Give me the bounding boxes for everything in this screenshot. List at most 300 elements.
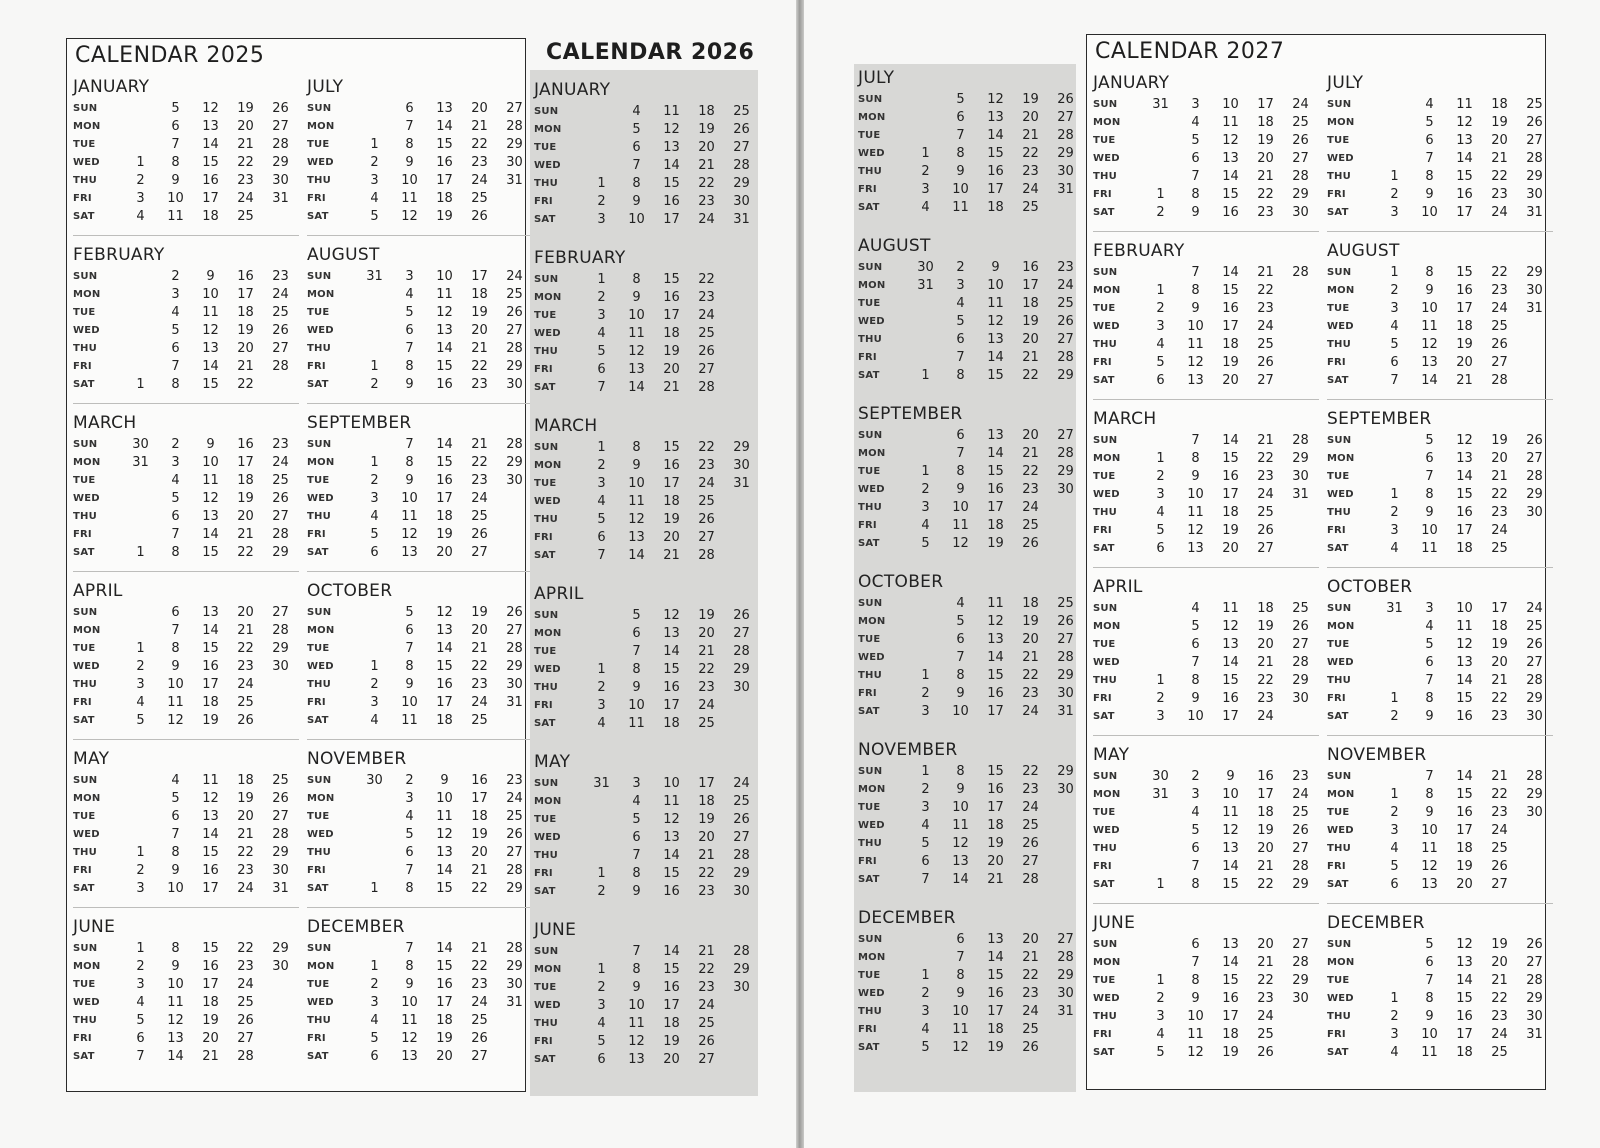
month-december xyxy=(858,908,1084,1066)
week-row xyxy=(1093,131,1319,149)
date-cell: 29 xyxy=(733,661,750,677)
week-row xyxy=(73,639,299,657)
week-row xyxy=(1327,431,1553,449)
date-cell: 12 xyxy=(987,613,1004,629)
date-cell: 17 xyxy=(1456,822,1473,838)
date-cell: 28 xyxy=(733,847,750,863)
month-november xyxy=(858,740,1084,898)
date-cell: 25 xyxy=(471,508,488,524)
day-name: SAT xyxy=(1327,879,1349,891)
date-cell: 26 xyxy=(1526,936,1543,952)
date-cell: 16 xyxy=(436,154,453,170)
date-cell: 17 xyxy=(1456,300,1473,316)
date-cell: 1 xyxy=(1390,264,1399,280)
date-cell: 3 xyxy=(1390,300,1399,316)
date-cell: 10 xyxy=(436,268,453,284)
date-cell: 26 xyxy=(506,304,523,320)
date-cell: 14 xyxy=(663,847,680,863)
date-cell: 4 xyxy=(405,808,414,824)
date-cell: 5 xyxy=(370,1031,379,1047)
date-cell: 25 xyxy=(1491,1045,1508,1061)
date-cell: 21 xyxy=(1491,468,1508,484)
date-cell: 2 xyxy=(1156,990,1165,1006)
date-cell: 15 xyxy=(202,940,219,956)
week-row xyxy=(1327,540,1553,558)
week-row xyxy=(307,489,533,507)
week-row xyxy=(307,712,533,730)
date-cell: 27 xyxy=(1292,840,1309,856)
day-name: FRI xyxy=(534,700,553,712)
date-cell: 18 xyxy=(1456,840,1473,856)
date-cell: 2 xyxy=(1390,187,1399,203)
date-cell: 28 xyxy=(733,157,750,173)
month-name: DECEMBER xyxy=(1327,913,1425,933)
date-cell: 27 xyxy=(1022,854,1039,870)
date-cell: 22 xyxy=(698,661,715,677)
week-row xyxy=(1327,803,1553,821)
week-row xyxy=(73,357,299,375)
date-cell: 14 xyxy=(202,622,219,638)
week-row xyxy=(1093,989,1319,1007)
date-cell: 1 xyxy=(1156,877,1165,893)
month-name: OCTOBER xyxy=(307,581,393,601)
date-cell: 16 xyxy=(202,172,219,188)
date-cell: 27 xyxy=(1526,450,1543,466)
date-cell: 8 xyxy=(956,368,965,384)
date-cell: 26 xyxy=(698,1034,715,1050)
date-cell: 23 xyxy=(471,154,488,170)
month-october xyxy=(858,572,1084,730)
date-cell: 2 xyxy=(405,772,414,788)
date-cell: 7 xyxy=(405,118,414,134)
date-cell: 11 xyxy=(1421,541,1438,557)
date-cell: 26 xyxy=(1292,822,1309,838)
date-cell: 9 xyxy=(956,781,965,797)
day-name: TUE xyxy=(73,978,96,990)
week-row xyxy=(307,153,533,171)
date-cell: 26 xyxy=(272,790,289,806)
date-cell: 4 xyxy=(370,508,379,524)
date-cell: 30 xyxy=(1057,985,1074,1001)
date-cell: 5 xyxy=(632,811,641,827)
date-cell: 24 xyxy=(1257,709,1274,725)
date-cell: 16 xyxy=(471,772,488,788)
date-cell: 7 xyxy=(956,949,965,965)
week-row xyxy=(858,1039,1084,1057)
date-cell: 30 xyxy=(1057,686,1074,702)
month-name: APRIL xyxy=(1093,577,1143,597)
date-cell: 16 xyxy=(1456,804,1473,820)
date-cell: 8 xyxy=(1425,691,1434,707)
date-cell: 4 xyxy=(956,295,965,311)
date-cell: 27 xyxy=(1257,373,1274,389)
date-cell: 31 xyxy=(272,881,289,897)
week-row xyxy=(73,603,299,621)
date-cell: 9 xyxy=(405,472,414,488)
date-cell: 4 xyxy=(632,793,641,809)
date-cell: 26 xyxy=(1491,859,1508,875)
day-name: TUE xyxy=(307,306,330,318)
date-cell: 3 xyxy=(171,286,180,302)
date-cell: 15 xyxy=(1222,877,1239,893)
date-cell: 24 xyxy=(471,994,488,1010)
day-name: MON xyxy=(858,783,886,795)
date-cell: 10 xyxy=(167,676,184,692)
date-cell: 3 xyxy=(597,475,606,491)
date-cell: 24 xyxy=(698,212,715,228)
date-cell: 11 xyxy=(628,493,645,509)
date-cell: 10 xyxy=(401,695,418,711)
date-cell: 10 xyxy=(952,182,969,198)
date-cell: 24 xyxy=(1292,786,1309,802)
date-cell: 27 xyxy=(506,622,523,638)
date-cell: 4 xyxy=(1390,318,1399,334)
week-row xyxy=(1327,617,1553,635)
day-name: THU xyxy=(307,342,331,354)
day-name: SAT xyxy=(307,715,329,727)
day-name: SAT xyxy=(858,874,880,886)
date-cell: 29 xyxy=(506,136,523,152)
week-row xyxy=(534,288,760,306)
date-cell: 29 xyxy=(1526,264,1543,280)
date-cell: 16 xyxy=(987,686,1004,702)
week-row xyxy=(307,525,533,543)
day-name: SUN xyxy=(534,273,559,285)
week-row xyxy=(73,621,299,639)
week-row xyxy=(858,367,1084,385)
date-cell: 6 xyxy=(171,808,180,824)
date-cell: 19 xyxy=(436,527,453,543)
month-divider xyxy=(307,403,533,404)
week-row xyxy=(1093,708,1319,726)
month-divider xyxy=(1327,399,1553,400)
day-name: SUN xyxy=(1093,602,1118,614)
date-cell: 22 xyxy=(237,844,254,860)
date-cell: 26 xyxy=(506,826,523,842)
date-cell: 16 xyxy=(237,436,254,452)
week-row xyxy=(1327,785,1553,803)
date-cell: 27 xyxy=(506,100,523,116)
day-name: FRI xyxy=(1327,525,1346,537)
date-cell: 6 xyxy=(405,322,414,338)
date-cell: 5 xyxy=(171,490,180,506)
month-april xyxy=(73,581,299,739)
date-cell: 11 xyxy=(952,200,969,216)
date-cell: 24 xyxy=(1257,318,1274,334)
date-cell: 27 xyxy=(1057,427,1074,443)
week-row xyxy=(1093,485,1319,503)
date-cell: 12 xyxy=(663,811,680,827)
date-cell: 27 xyxy=(1526,654,1543,670)
date-cell: 24 xyxy=(1491,205,1508,221)
day-name: WED xyxy=(73,492,100,504)
date-cell: 28 xyxy=(1292,168,1309,184)
date-cell: 8 xyxy=(632,175,641,191)
week-row xyxy=(534,324,760,342)
month-name: JUNE xyxy=(534,920,577,940)
date-cell: 29 xyxy=(1057,368,1074,384)
date-cell: 10 xyxy=(202,286,219,302)
date-cell: 29 xyxy=(1526,786,1543,802)
week-row xyxy=(1327,821,1553,839)
date-cell: 10 xyxy=(1421,1027,1438,1043)
date-cell: 14 xyxy=(987,949,1004,965)
date-cell: 6 xyxy=(370,1049,379,1065)
date-cell: 16 xyxy=(1222,300,1239,316)
date-cell: 9 xyxy=(956,686,965,702)
date-cell: 28 xyxy=(506,118,523,134)
week-row xyxy=(1327,989,1553,1007)
week-row xyxy=(858,984,1084,1002)
date-cell: 29 xyxy=(1526,168,1543,184)
date-cell: 10 xyxy=(1421,205,1438,221)
week-row xyxy=(1327,953,1553,971)
date-cell: 24 xyxy=(506,268,523,284)
date-cell: 3 xyxy=(597,307,606,323)
day-name: SAT xyxy=(1093,879,1115,891)
date-cell: 20 xyxy=(237,118,254,134)
date-cell: 1 xyxy=(597,866,606,882)
month-name: DECEMBER xyxy=(858,908,956,928)
day-name: FRI xyxy=(858,352,877,364)
day-name: TUE xyxy=(1327,638,1350,650)
date-cell: 17 xyxy=(237,286,254,302)
week-row xyxy=(534,606,760,624)
week-row xyxy=(858,90,1084,108)
date-cell: 3 xyxy=(370,490,379,506)
month-name: SEPTEMBER xyxy=(858,404,963,424)
day-name: THU xyxy=(1327,842,1351,854)
date-cell: 30 xyxy=(506,676,523,692)
day-name: MON xyxy=(307,120,335,132)
date-cell: 25 xyxy=(733,793,750,809)
date-cell: 8 xyxy=(405,359,414,375)
date-cell: 12 xyxy=(401,209,418,225)
date-cell: 2 xyxy=(1156,205,1165,221)
week-row xyxy=(307,507,533,525)
day-name: SUN xyxy=(1093,98,1118,110)
date-cell: 25 xyxy=(506,286,523,302)
month-divider xyxy=(1327,903,1553,904)
week-row xyxy=(73,135,299,153)
day-name: FRI xyxy=(1093,693,1112,705)
day-name: SUN xyxy=(858,93,883,105)
date-cell: 3 xyxy=(171,454,180,470)
date-cell: 20 xyxy=(1022,931,1039,947)
date-cell: 14 xyxy=(1222,859,1239,875)
month-april xyxy=(534,584,760,742)
week-row xyxy=(858,780,1084,798)
date-cell: 14 xyxy=(1222,264,1239,280)
month-july xyxy=(1327,73,1553,231)
date-cell: 17 xyxy=(1456,205,1473,221)
date-cell: 15 xyxy=(1456,990,1473,1006)
date-cell: 14 xyxy=(167,1049,184,1065)
date-cell: 31 xyxy=(1292,486,1309,502)
date-cell: 3 xyxy=(136,881,145,897)
week-row xyxy=(534,883,760,901)
date-cell: 2 xyxy=(1191,768,1200,784)
date-cell: 14 xyxy=(1222,168,1239,184)
date-cell: 11 xyxy=(1187,504,1204,520)
date-cell: 15 xyxy=(1222,672,1239,688)
day-name: FRI xyxy=(73,529,92,541)
date-cell: 4 xyxy=(597,716,606,732)
date-cell: 4 xyxy=(921,1022,930,1038)
week-row xyxy=(307,993,533,1011)
month-divider xyxy=(1327,735,1553,736)
date-cell: 18 xyxy=(237,304,254,320)
date-cell: 16 xyxy=(436,472,453,488)
date-cell: 20 xyxy=(663,1052,680,1068)
date-cell: 24 xyxy=(1022,799,1039,815)
date-cell: 18 xyxy=(1491,96,1508,112)
date-cell: 16 xyxy=(987,985,1004,1001)
date-cell: 21 xyxy=(1022,949,1039,965)
date-cell: 2 xyxy=(1156,300,1165,316)
date-cell: 5 xyxy=(597,1034,606,1050)
month-april xyxy=(1093,577,1319,735)
week-row xyxy=(534,660,760,678)
date-cell: 19 xyxy=(202,713,219,729)
date-cell: 10 xyxy=(401,994,418,1010)
date-cell: 19 xyxy=(1257,618,1274,634)
date-cell: 28 xyxy=(1526,768,1543,784)
month-august xyxy=(1327,241,1553,399)
date-cell: 22 xyxy=(698,175,715,191)
day-name: FRI xyxy=(1093,525,1112,537)
date-cell: 29 xyxy=(1292,672,1309,688)
date-cell: 5 xyxy=(632,607,641,623)
week-row xyxy=(307,939,533,957)
date-cell: 8 xyxy=(1191,972,1200,988)
date-cell: 25 xyxy=(1526,96,1543,112)
date-cell: 5 xyxy=(370,527,379,543)
date-cell: 21 xyxy=(237,527,254,543)
day-name: WED xyxy=(858,315,885,327)
month-name: FEBRUARY xyxy=(1093,241,1185,261)
week-row xyxy=(534,547,760,565)
date-cell: 26 xyxy=(733,607,750,623)
date-cell: 24 xyxy=(1491,300,1508,316)
date-cell: 5 xyxy=(171,790,180,806)
date-cell: 31 xyxy=(506,994,523,1010)
date-cell: 3 xyxy=(921,704,930,720)
date-cell: 11 xyxy=(401,1012,418,1028)
day-name: THU xyxy=(73,678,97,690)
date-cell: 15 xyxy=(202,154,219,170)
date-cell: 19 xyxy=(1257,132,1274,148)
day-name: WED xyxy=(73,828,100,840)
date-cell: 24 xyxy=(1257,1008,1274,1024)
week-row xyxy=(73,339,299,357)
date-cell: 21 xyxy=(202,1049,219,1065)
date-cell: 17 xyxy=(1456,523,1473,539)
date-cell: 28 xyxy=(506,436,523,452)
date-cell: 22 xyxy=(1257,972,1274,988)
date-cell: 10 xyxy=(401,490,418,506)
date-cell: 11 xyxy=(1222,804,1239,820)
week-row xyxy=(534,492,760,510)
date-cell: 28 xyxy=(1526,468,1543,484)
week-row xyxy=(534,474,760,492)
calendar-2027 xyxy=(1086,34,1546,1090)
date-cell: 5 xyxy=(1191,132,1200,148)
date-cell: 21 xyxy=(471,940,488,956)
date-cell: 21 xyxy=(1257,654,1274,670)
date-cell: 21 xyxy=(698,157,715,173)
day-name: MON xyxy=(307,456,335,468)
day-name: WED xyxy=(73,156,100,168)
day-name: SAT xyxy=(73,547,95,559)
date-cell: 23 xyxy=(471,377,488,393)
week-row xyxy=(1327,131,1553,149)
week-row xyxy=(534,342,760,360)
day-name: WED xyxy=(1327,824,1354,836)
date-cell: 16 xyxy=(663,289,680,305)
week-row xyxy=(534,510,760,528)
day-name: WED xyxy=(534,999,561,1011)
week-row xyxy=(1093,263,1319,281)
date-cell: 9 xyxy=(171,172,180,188)
date-cell: 26 xyxy=(272,490,289,506)
date-cell: 4 xyxy=(136,994,145,1010)
day-name: MON xyxy=(534,795,562,807)
week-row xyxy=(1093,876,1319,894)
month-name: DECEMBER xyxy=(307,917,405,937)
day-name: FRI xyxy=(1327,861,1346,873)
date-cell: 6 xyxy=(405,100,414,116)
date-cell: 1 xyxy=(597,271,606,287)
date-cell: 7 xyxy=(405,863,414,879)
week-row xyxy=(307,1048,533,1066)
day-name: SUN xyxy=(73,774,98,786)
week-row xyxy=(307,1029,533,1047)
date-cell: 5 xyxy=(632,121,641,137)
date-cell: 11 xyxy=(1187,1027,1204,1043)
date-cell: 1 xyxy=(921,145,930,161)
date-cell: 13 xyxy=(202,604,219,620)
date-cell: 30 xyxy=(1057,163,1074,179)
date-cell: 25 xyxy=(237,695,254,711)
week-row xyxy=(858,612,1084,630)
date-cell: 13 xyxy=(202,118,219,134)
date-cell: 8 xyxy=(1425,786,1434,802)
day-name: MON xyxy=(1093,116,1121,128)
date-cell: 25 xyxy=(272,772,289,788)
date-cell: 28 xyxy=(272,136,289,152)
week-row xyxy=(534,360,760,378)
date-cell: 11 xyxy=(952,817,969,833)
date-cell: 7 xyxy=(405,340,414,356)
date-cell: 1 xyxy=(136,154,145,170)
date-cell: 14 xyxy=(1456,672,1473,688)
date-cell: 26 xyxy=(1022,536,1039,552)
week-row xyxy=(73,208,299,226)
date-cell: 27 xyxy=(1257,541,1274,557)
date-cell: 4 xyxy=(1156,336,1165,352)
date-cell: 19 xyxy=(1222,1045,1239,1061)
date-cell: 16 xyxy=(663,679,680,695)
date-cell: 2 xyxy=(1390,504,1399,520)
date-cell: 4 xyxy=(597,1015,606,1031)
week-row xyxy=(1093,785,1319,803)
date-cell: 3 xyxy=(405,268,414,284)
date-cell: 15 xyxy=(987,763,1004,779)
date-cell: 12 xyxy=(167,1012,184,1028)
date-cell: 7 xyxy=(405,940,414,956)
day-name: TUE xyxy=(1327,134,1350,146)
